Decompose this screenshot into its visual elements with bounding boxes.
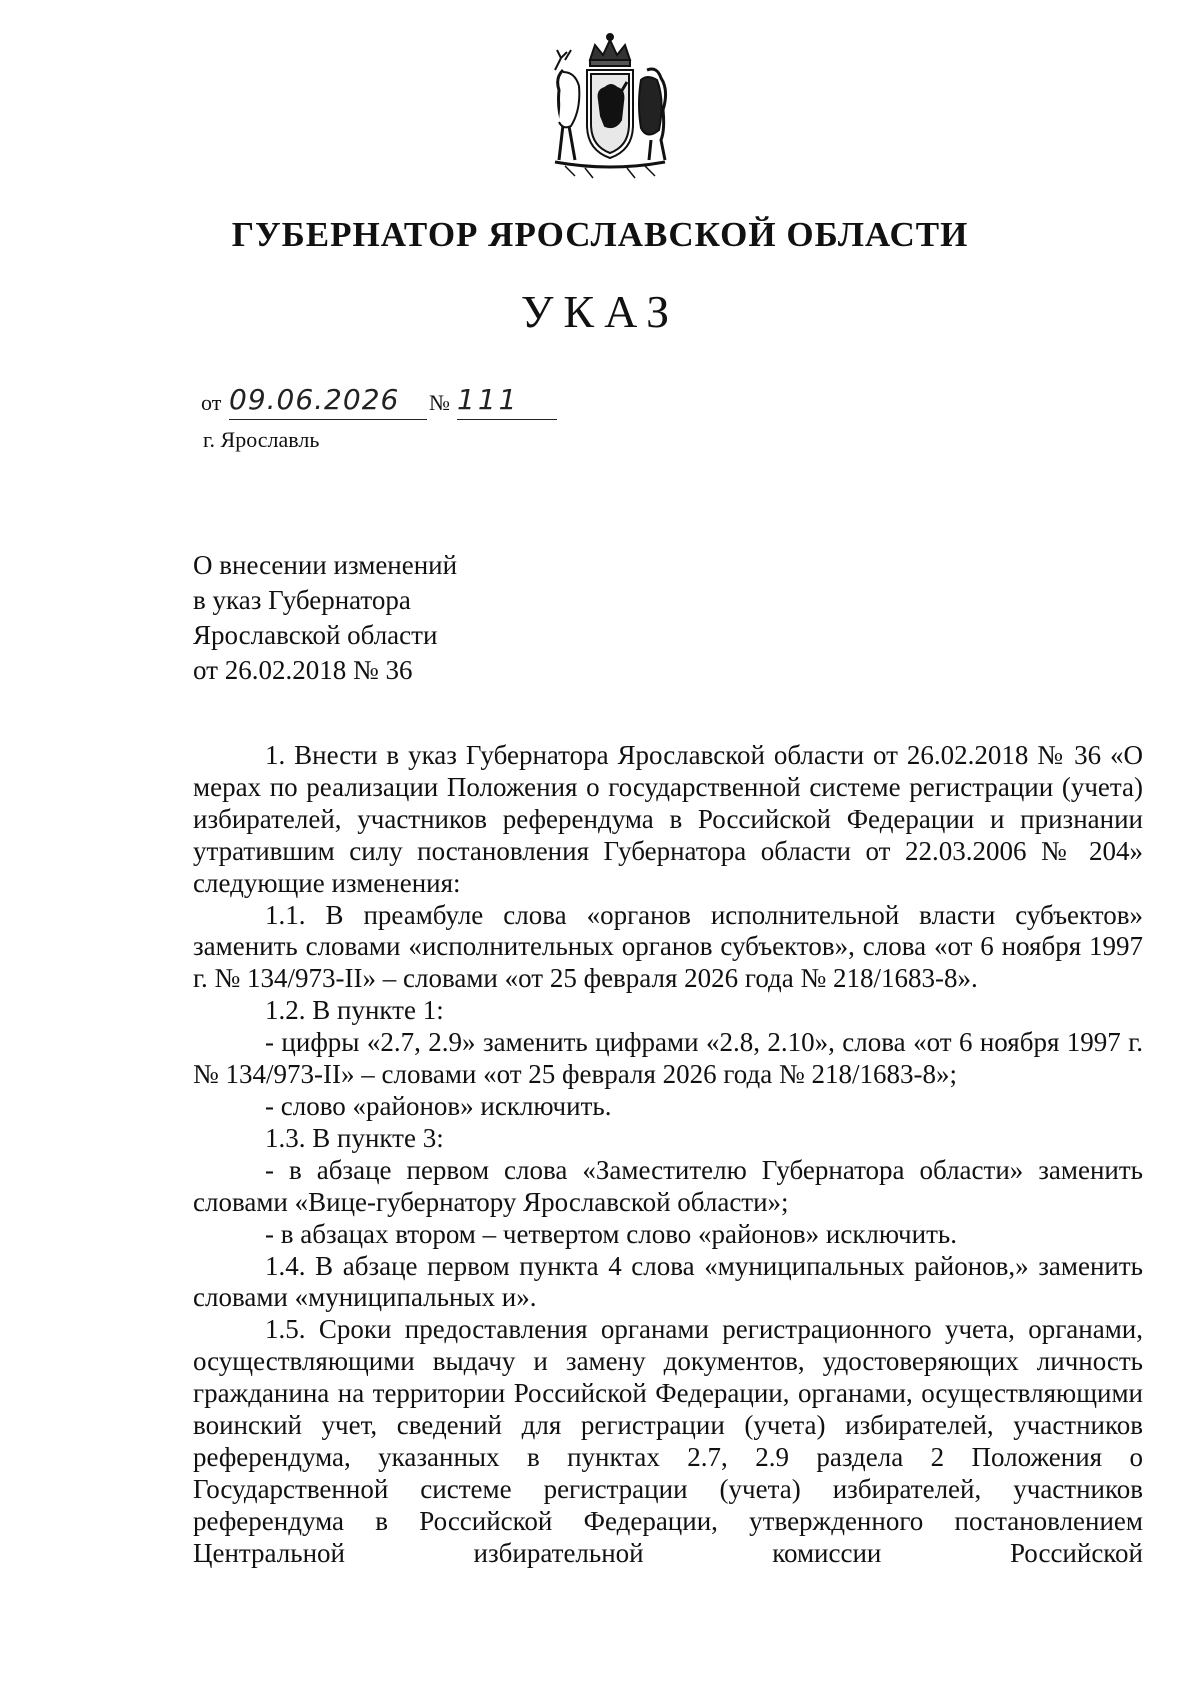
paragraph-1-4: 1.4. В абзаце первом пункта 4 слова «муниципальных районов,» заменить словами «муниципальных и».	[193, 1250, 1143, 1313]
paragraph-1: 1. Внести в указ Губернатора Ярославской области от 26.02.2018 № 36 «О мерах по реализации Положения о государственной системе регистрации (учета) избирателей, участников референдума в Российской Федерации и признании утратившим силу постановления Губернатора области от 22.03.2006 № 204» следующие изменения:	[193, 740, 1143, 898]
number-label: №	[429, 390, 450, 415]
coat-of-arms-icon	[535, 30, 685, 180]
date-number-line	[201, 382, 561, 422]
date-prefix-label: от	[201, 390, 222, 415]
paragraph-1-2: 1.2. В пункте 1:	[265, 995, 444, 1026]
paragraph-1-1: 1.1. В преамбуле слова «органов исполнительной власти субъектов» заменить словами «исполнительных органов субъектов», слова «от 6 ноября 1997 г. № 134/973-II» – словами «от 25 февраля 2026 года № 218/1683-8».	[193, 899, 1143, 994]
subject-line: Ярославской области	[193, 620, 438, 650]
subject-line: от 26.02.2018 № 36	[193, 655, 413, 685]
decree-body	[193, 740, 1143, 1570]
paragraph-1-3-b: - в абзацах втором – четвертом слово «районов» исключить.	[265, 1218, 957, 1249]
issuer-title: ГУБЕРНАТОР ЯРОСЛАВСКОЙ ОБЛАСТИ	[231, 215, 969, 254]
decree-subject	[193, 548, 613, 688]
decree-date: 09.06.2026	[229, 383, 427, 420]
subject-line: в указ Губернатора	[193, 585, 411, 615]
paragraph-1-3: 1.3. В пункте 3:	[265, 1122, 444, 1153]
document-type: УКАЗ	[520, 286, 680, 337]
decree-number: 111	[457, 383, 557, 420]
paragraph-1-2-b: - слово «районов» исключить.	[265, 1090, 612, 1121]
subject-line: О внесении изменений	[193, 550, 458, 580]
paragraph-1-2-a: - цифры «2.7, 2.9» заменить цифрами «2.8, 2.10», слова «от 6 ноября 1997 г. № 134/973-II» – словами «от 25 февраля 2026 года № 218/1683-8»;	[193, 1027, 1143, 1090]
paragraph-1-5: 1.5. Сроки предоставления органами регистрационного учета, органами, осуществляющими выдачу и замену документов, удостоверяющих личность гражданина на территории Российской Федерации, органами, осуществляющими воинский учет, сведений для регистрации (учета) избирателей, участников референдума, указанных в пунктах 2.7, 2.9 раздела 2 Положения о Государственной системе регистрации (учета) избирателей, участников референдума в Российской Федерации, утвержденного постановлением Центральной избирательной комиссии Российской	[193, 1314, 1143, 1568]
paragraph-1-3-a: - в абзаце первом слова «Заместителю Губернатора области» заменить словами «Вице-губернатору Ярославской области»;	[193, 1154, 1143, 1217]
city-label: г. Ярославль	[203, 427, 320, 452]
